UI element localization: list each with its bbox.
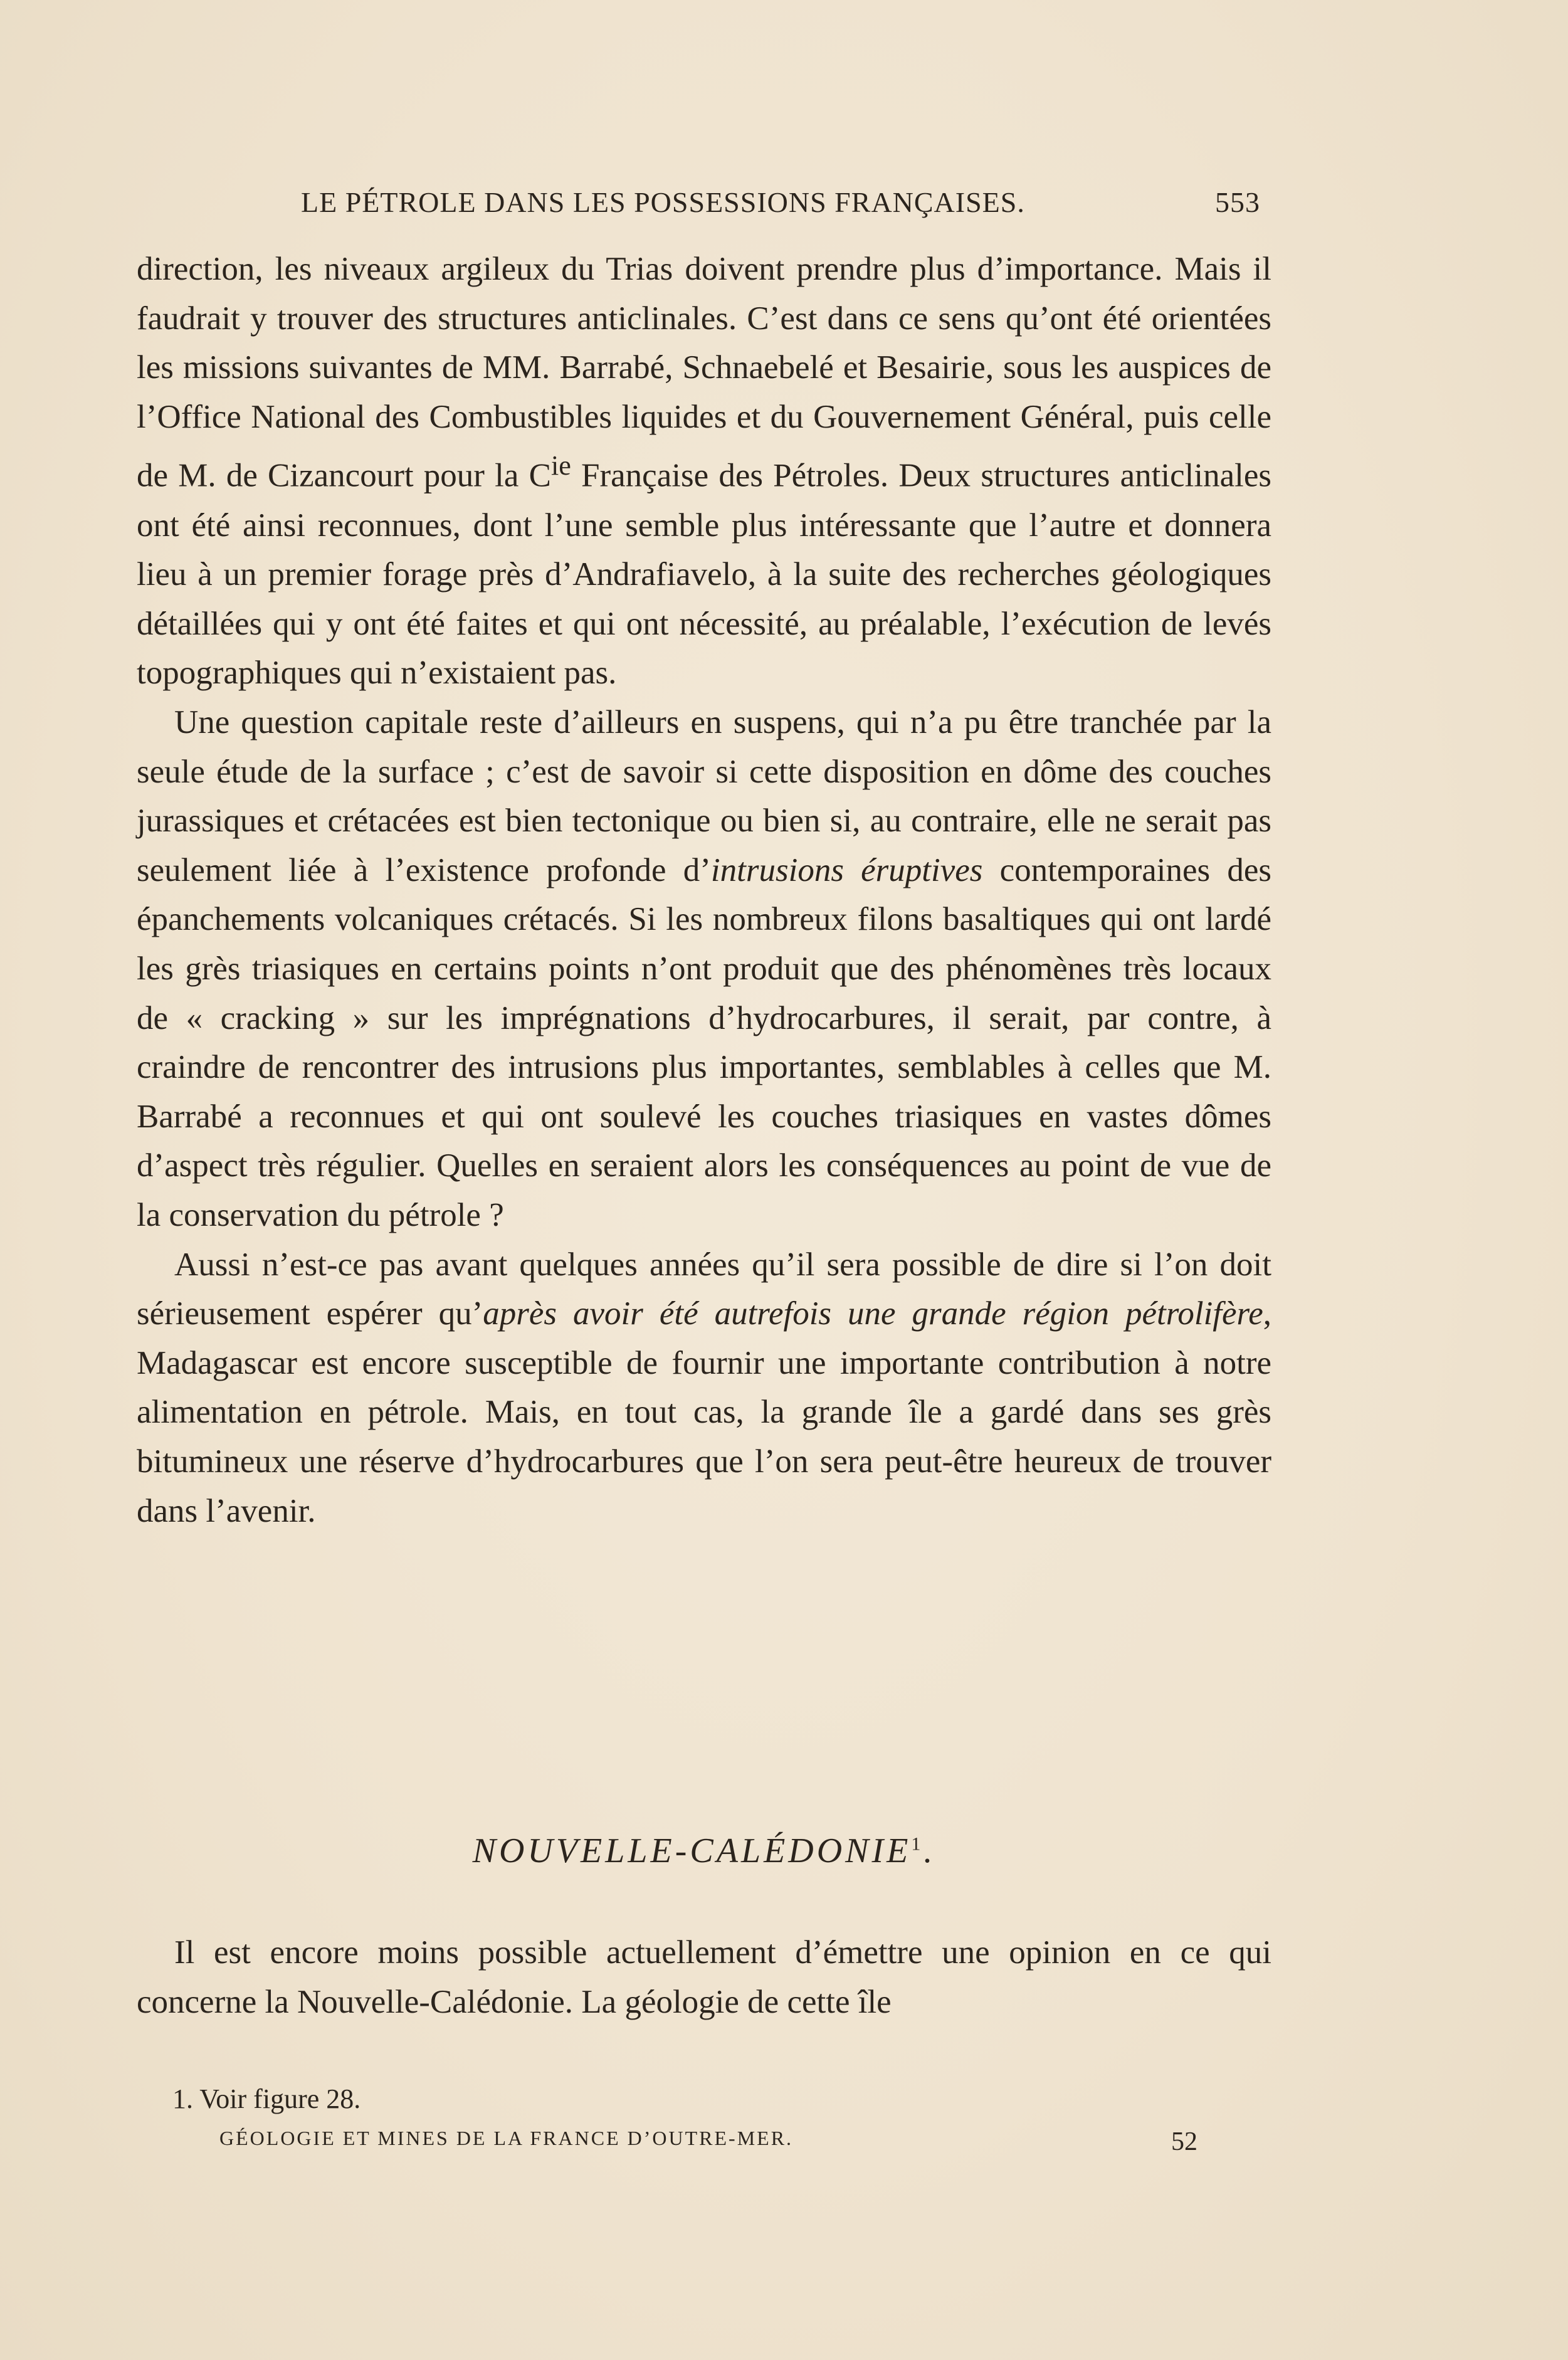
page-number: 553 xyxy=(1215,186,1260,218)
page-header xyxy=(295,182,1260,226)
paragraph-2 xyxy=(137,698,1271,1240)
paragraph-2-segment-1: Une question capitale reste d’ailleurs en suspens, qui n’a pu être tranchée par la seule étude de la surface ; c’est de savoir si cette disposition en dôme des couches jurassiques et crétacées est bien tectonique ou bien si, au contraire, elle ne serait pas seulement liée à l’existence profonde d’ xyxy=(137,704,1271,888)
running-title: LE PÉTROLE DANS LES POSSESSIONS FRANÇAISES. xyxy=(301,186,1025,218)
paragraph-2-segment-3: contemporaines des épanchements volcaniques crétacés. Si les nombreux filons basaltiques qui ont lardé les grès triasiques en certains points n’ont produit que des phénomènes très locaux de « cracking » sur les imprégnations d’hydrocarbures, il serait, par contre, à craindre de rencontrer des intrusions plus importantes, semblables à celles que M. Barrabé a reconnues et qui ont soulevé les couches triasiques en vastes dômes d’aspect très régulier. Quelles en seraient alors les conséquences au point de vue de la conservation du pétrole ? xyxy=(137,851,1272,1233)
paragraph-3-segment-3: , Madagascar est encore susceptible de fournir une importante contribution à notre alimentation en pétrole. Mais, en tout cas, la grande île a gardé dans ses grès bitumineux une réserve d’hydrocarbures que l’on sera peut-être heureux de trouver dans l’avenir. xyxy=(137,1295,1271,1529)
page-footer xyxy=(219,2127,1197,2158)
footnote-reference: 1 xyxy=(911,1833,924,1855)
section-heading xyxy=(137,1831,1271,1871)
paragraph-1 xyxy=(137,245,1271,698)
paragraph-3-italic: après avoir été autrefois une grande région pétrolifère xyxy=(483,1295,1263,1332)
paragraph-1-segment-3: Française des Pétroles. Deux structures anticlinales ont été ainsi reconnues, dont l’une semble plus intéressante que l’autre et donnera lieu à un premier forage près d’Andrafiavelo, à la suite des recherches géologiques détaillées qui y ont été faites et qui ont nécessité, au préalable, l’exécution de levés topographiques qui n’existaient pas. xyxy=(137,458,1271,692)
signature-mark: 52 xyxy=(1171,2127,1197,2156)
section-paragraph: Il est encore moins possible actuellement d’émettre une opinion en ce qui concerne la Nouvelle-Calédonie. La géologie de cette île xyxy=(137,1934,1271,2020)
publication-title: GÉOLOGIE ET MINES DE LA FRANCE D’OUTRE-MER. xyxy=(219,2127,794,2149)
paragraph-3-segment-1: Aussi n’est-ce pas avant quelques années qu’il sera possible de dire si l’on doit sérieusement espérer qu’ xyxy=(137,1246,1271,1332)
paragraph-2-italic: intrusions éruptives xyxy=(710,851,983,888)
section-title-text: NOUVELLE-CALÉDONIE xyxy=(472,1831,912,1870)
section-title-period: . xyxy=(923,1831,936,1870)
section-body-text xyxy=(137,1928,1271,2026)
paragraph-1-superscript: ie xyxy=(550,450,571,482)
paragraph-1-segment-1: direction, les niveaux argileux du Trias doivent prendre plus d’importance. Mais il faudrait y trouver des structures anticlinales. C’est dans ce sens qu’ont été orientées les missions suivantes de MM. Barrabé, Schnaebelé et Besairie, sous les auspices de l’Office National des Combustibles liquides et du Gouvernement Général, puis celle de M. de Cizancourt pour la C xyxy=(137,251,1271,495)
footnote: 1. Voir figure 28. xyxy=(172,2083,361,2114)
paragraph-3 xyxy=(137,1240,1271,1536)
body-text xyxy=(137,245,1271,1536)
